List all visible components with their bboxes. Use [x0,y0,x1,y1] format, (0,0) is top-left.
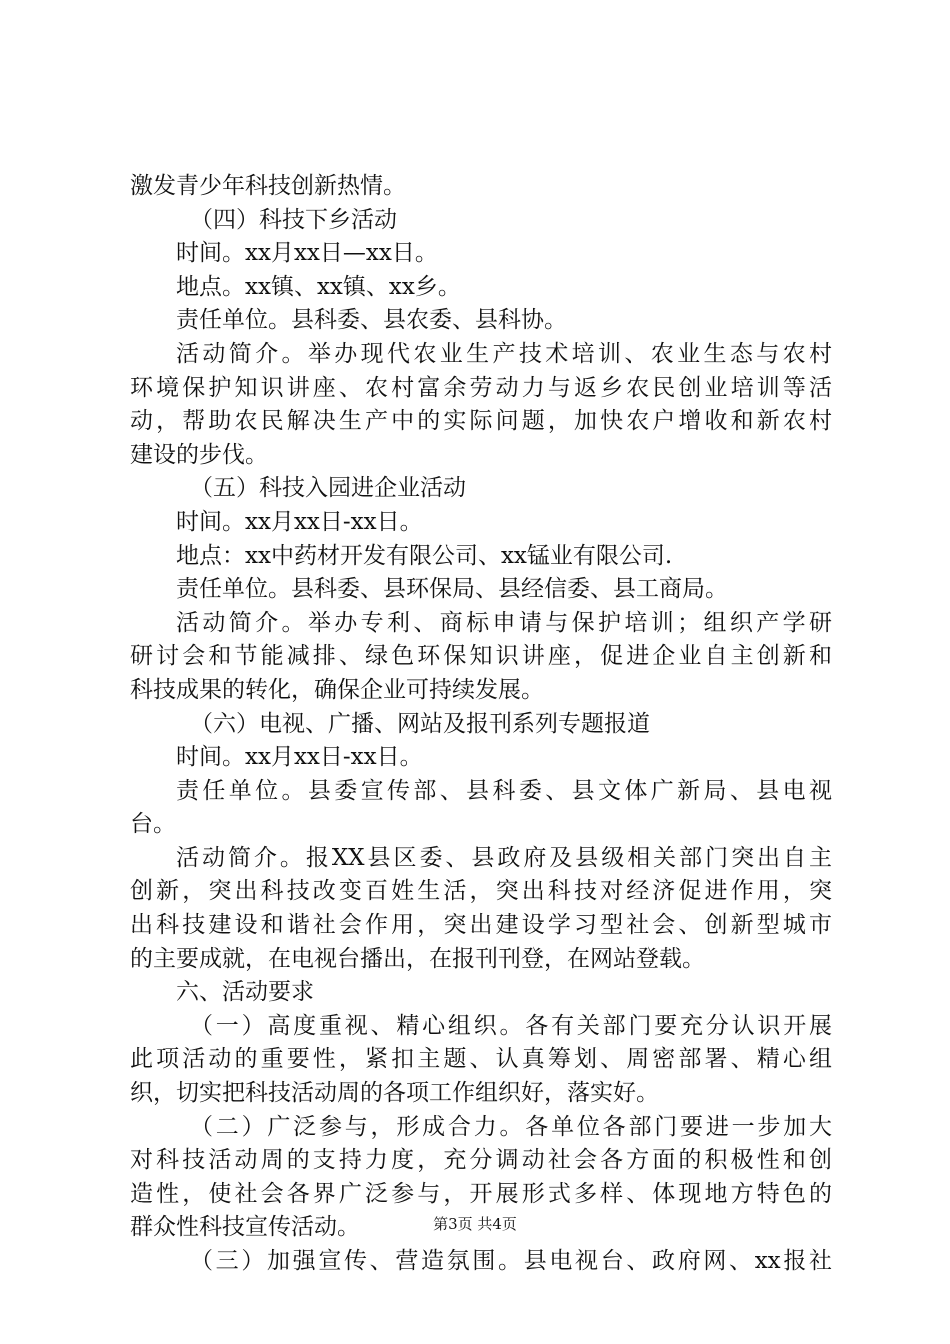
text-line: 活动简介。举办现代农业生产技术培训、农业生态与农村 [176,340,832,367]
document-body [130,170,832,1279]
text-line: 研讨会和节能减排、绿色环保知识讲座，促进企业自主创新和 [130,643,832,670]
page-number-footer: 第3页 共4页 [433,1215,517,1233]
text-line: 此项活动的重要性，紧扣主题、认真筹划、周密部署、精心组 [130,1046,832,1073]
text-line: 活动简介。举办专利、商标申请与保护培训；组织产学研 [176,609,832,636]
text-line: 地点：xx中药材开发有限公司、xx锰业有限公司. [176,542,673,569]
text-line: 激发青少年科技创新热情。 [130,173,406,199]
text-line: （二）广泛参与，形成合力。各单位各部门要进一步加大 [190,1113,832,1140]
section-heading: 六、活动要求 [176,979,314,1006]
text-line: 时间。xx月xx日-xx日。 [176,508,423,535]
text-line: 造性，使社会各界广泛参与，开展形式多样、体现地方特色的 [130,1180,832,1207]
text-line: 责任单位。县委宣传部、县科委、县文体广新局、县电视 [176,777,832,804]
text-line: 地点。xx镇、xx镇、xx乡。 [176,273,461,300]
text-line: 时间。xx月xx日—xx日。 [176,240,438,267]
text-line: 动，帮助农民解决生产中的实际问题，加快农户增收和新农村 [130,408,832,435]
text-line: 责任单位。县科委、县农委、县科协。 [176,307,567,334]
section-heading: （六）电视、广播、网站及报刊系列专题报道 [190,710,650,737]
text-line: 对科技活动周的支持力度，充分调动社会各方面的积极性和创 [130,1147,832,1174]
text-line: 科技成果的转化，确保企业可持续发展。 [130,676,544,703]
text-line: 活动简介。报XX县区委、县政府及县级相关部门突出自主 [176,844,832,871]
text-line: 环境保护知识讲座、农村富余劳动力与返乡农民创业培训等活 [130,374,832,401]
section-heading: （四）科技下乡活动 [190,206,397,233]
text-line: 责任单位。县科委、县环保局、县经信委、县工商局。 [176,576,728,603]
text-line: 建设的步伐。 [130,441,268,468]
section-heading: （五）科技入园进企业活动 [190,475,466,502]
text-line: 时间。xx月xx日-xx日。 [176,744,423,771]
text-line: 群众性科技宣传活动。 [130,1214,360,1241]
text-line: 台。 [130,811,176,838]
text-line: （一）高度重视、精心组织。各有关部门要充分认识开展 [190,1012,832,1039]
text-line: 的主要成就，在电视台播出，在报刊刊登，在网站登载。 [130,945,705,972]
text-line: 出科技建设和谐社会作用，突出建设学习型社会、创新型城市 [130,912,832,939]
text-line: 织，切实把科技活动周的各项工作组织好，落实好。 [130,1080,659,1107]
text-line: 创新，突出科技改变百姓生活，突出科技对经济促进作用，突 [130,878,832,905]
text-line: （三）加强宣传、营造氛围。县电视台、政府网、xx报社 [190,1248,832,1274]
